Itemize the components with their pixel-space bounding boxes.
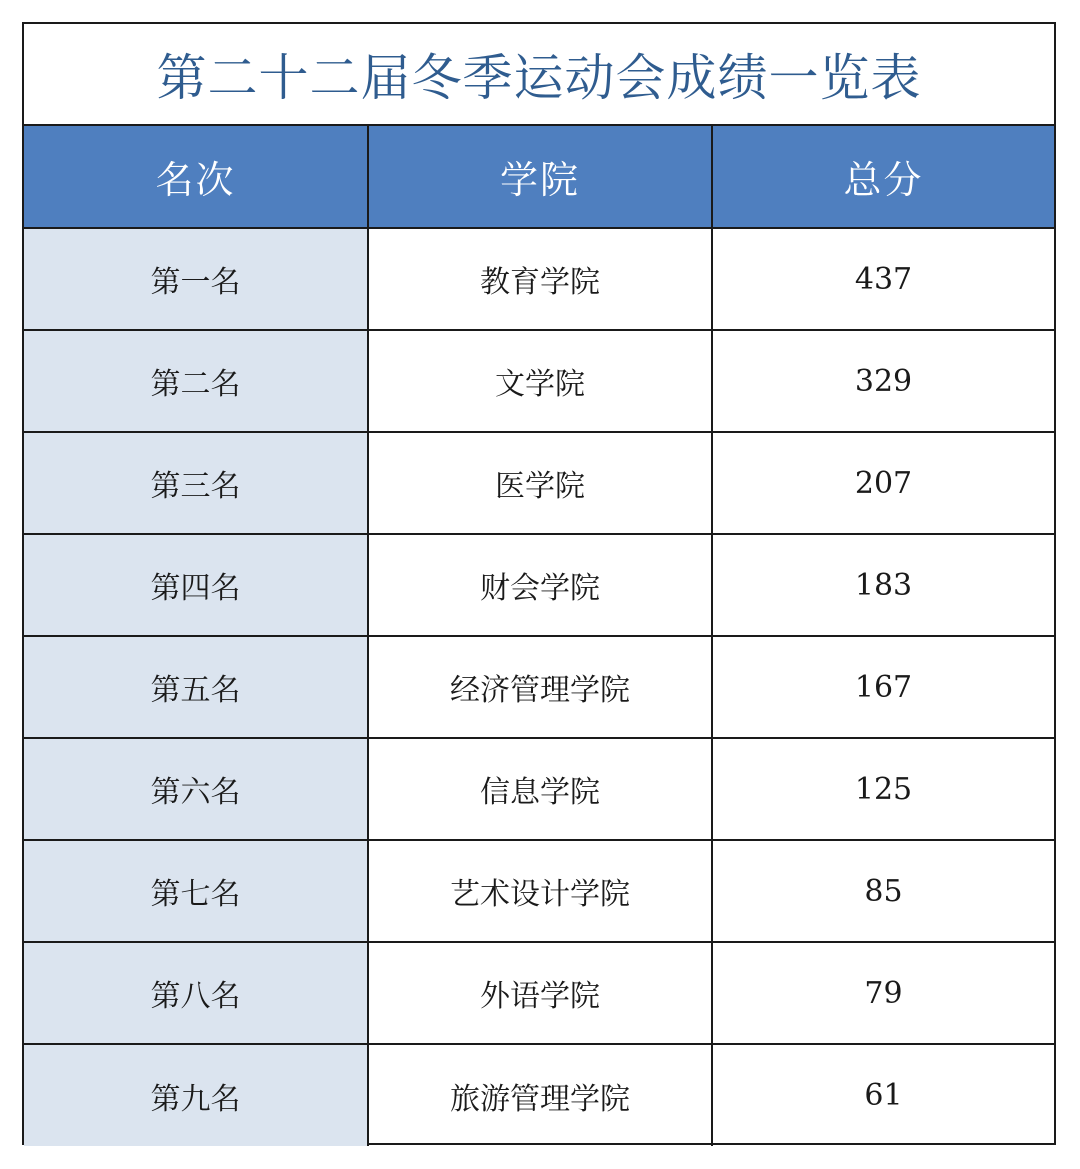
table-row (24, 636, 1054, 738)
rank-cell: 第六名 (24, 738, 368, 840)
rank-cell: 第五名 (24, 636, 368, 738)
rank-cell: 第八名 (24, 942, 368, 1044)
score-cell: 61 (864, 1078, 903, 1113)
rank-cell: 第二名 (24, 330, 368, 432)
rank-cell: 第四名 (24, 534, 368, 636)
college-cell: 旅游管理学院 (368, 1044, 712, 1146)
score-cell: 437 (712, 228, 1054, 330)
score-cell: 125 (712, 738, 1054, 840)
college-cell: 外语学院 (368, 942, 712, 1044)
college-cell: 信息学院 (368, 738, 712, 840)
rank-cell: 第七名 (24, 840, 368, 942)
table-row (24, 330, 1054, 432)
table-row (24, 228, 1054, 330)
rank-cell: 第三名 (24, 432, 368, 534)
score-cell: 207 (712, 432, 1054, 534)
rank-cell: 第一名 (24, 228, 368, 330)
table-row (24, 1044, 1054, 1146)
college-cell: 艺术设计学院 (368, 840, 712, 942)
table-row (24, 942, 1054, 1044)
college-cell: 文学院 (368, 330, 712, 432)
header-row (24, 126, 1054, 228)
table-row (24, 534, 1054, 636)
table-row (24, 432, 1054, 534)
college-cell: 医学院 (368, 432, 712, 534)
college-cell: 财会学院 (368, 534, 712, 636)
score-cell: 183 (712, 534, 1054, 636)
table-row (24, 738, 1054, 840)
score-cell: 329 (712, 330, 1054, 432)
header-score: 总分 (712, 126, 1054, 228)
table-title: 第二十二届冬季运动会成绩一览表 (24, 24, 1054, 126)
header-rank: 名次 (24, 126, 368, 228)
score-cell: 167 (712, 636, 1054, 738)
results-table (24, 126, 1054, 1146)
college-cell: 经济管理学院 (368, 636, 712, 738)
rank-cell: 第九名 (24, 1044, 368, 1146)
table-row (24, 840, 1054, 942)
score-cell: 85 (712, 840, 1054, 942)
header-college: 学院 (368, 126, 712, 228)
college-cell: 教育学院 (368, 228, 712, 330)
results-sheet (22, 22, 1056, 1145)
score-cell: 79 (712, 942, 1054, 1044)
